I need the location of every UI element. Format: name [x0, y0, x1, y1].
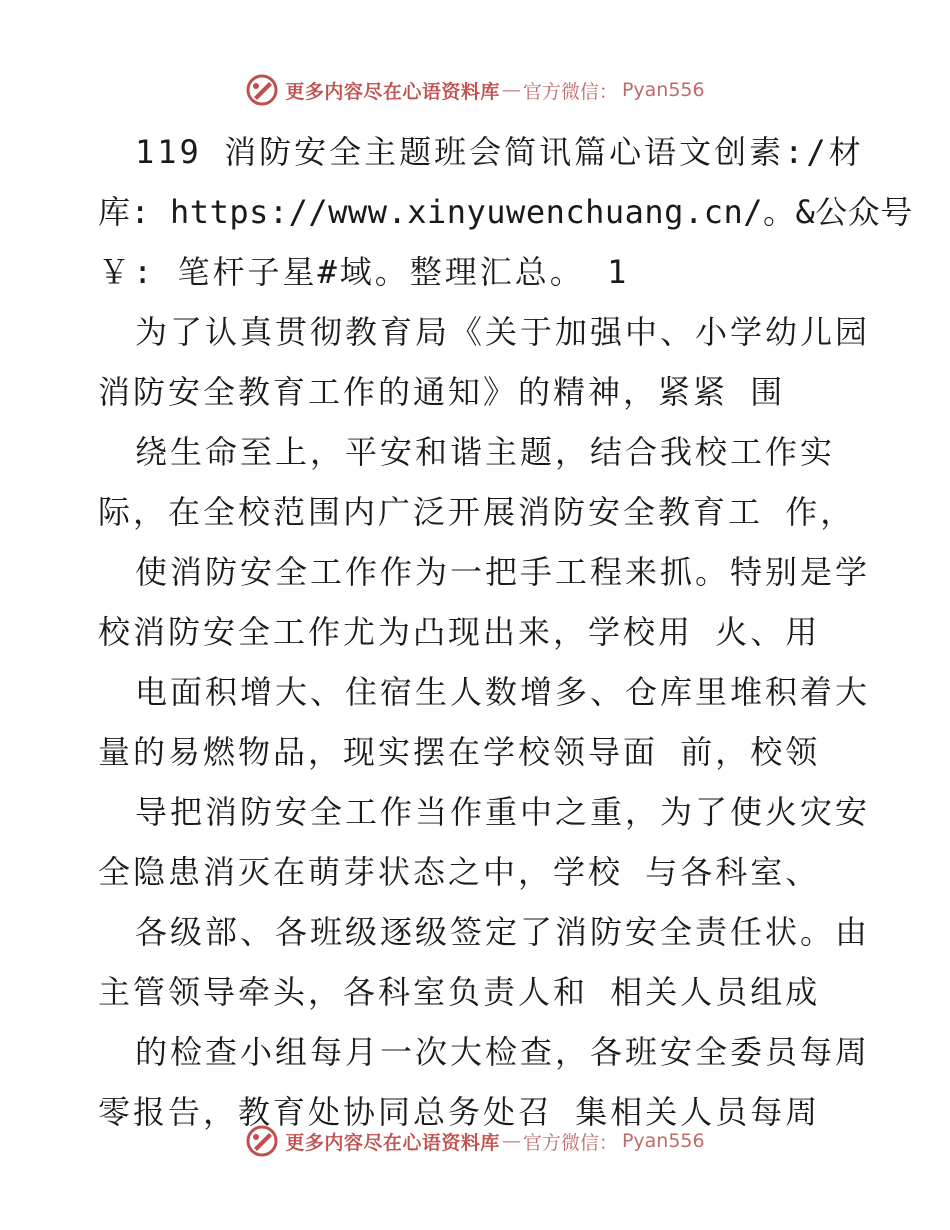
text-line: 为了认真贯彻教育局《关于加强中、小学幼儿园 — [135, 313, 871, 351]
banner-wechat-id: Pyan556 — [621, 1130, 705, 1152]
brand-logo-icon — [245, 1124, 279, 1158]
text-line: 的检查小组每月一次大检查，各班安全委员每周 — [135, 1033, 871, 1071]
banner-brand-text: 更多内容尽在心语资料库 — [285, 1131, 500, 1154]
text-line: 量的易燃物品，现实摆在学校领导面 前，校领 — [98, 733, 821, 771]
header-banner — [0, 70, 950, 110]
text-line: ￥: 笔杆子星#域。整理汇总。 1 — [98, 253, 630, 291]
banner-brand-text: 更多内容尽在心语资料库 — [285, 80, 500, 103]
text-line: 全隐患消灭在萌芽状态之中，学校 与各科室、 — [98, 853, 821, 891]
text-line: 导把消防安全工作当作重中之重，为了使火灾安 — [135, 793, 871, 831]
text-line: 绕生命至上，平安和谐主题，结合我校工作实 — [135, 433, 836, 471]
text-line: 零报告，教育处协同总务处召 集相关人员每周 — [98, 1093, 821, 1131]
text-line: 主管领导牵头，各科室负责人和 相关人员组成 — [98, 973, 821, 1011]
text-line: 消防安全教育工作的通知》的精神，紧紧 围 — [98, 373, 786, 411]
brand-logo-icon — [245, 73, 279, 107]
banner-wechat-id: Pyan556 — [621, 79, 705, 101]
banner-wechat-label: 官方微信： — [522, 1131, 618, 1154]
document-body — [98, 122, 913, 1142]
footer-banner — [0, 1121, 950, 1161]
text-line: 119 消防安全主题班会简讯篇心语文创素:/材 — [135, 133, 864, 171]
text-line: 各级部、各班级逐级签定了消防安全责任状。由 — [135, 913, 871, 951]
text-line: 电面积增大、住宿生人数增多、仓库里堆积着大 — [135, 673, 871, 711]
banner-separator: — — [501, 1130, 521, 1152]
text-line: 使消防安全工作作为一把手工程来抓。特别是学 — [135, 553, 871, 591]
text-line: 库: https://www.xinyuwenchuang.cn/。&公众号 — [98, 193, 913, 231]
banner-wechat-label: 官方微信： — [522, 80, 618, 103]
banner-separator: — — [501, 79, 521, 101]
text-line: 校消防安全工作尤为凸现出来，学校用 火、用 — [98, 613, 821, 651]
text-line: 际，在全校范围内广泛开展消防安全教育工 作， — [98, 493, 856, 531]
